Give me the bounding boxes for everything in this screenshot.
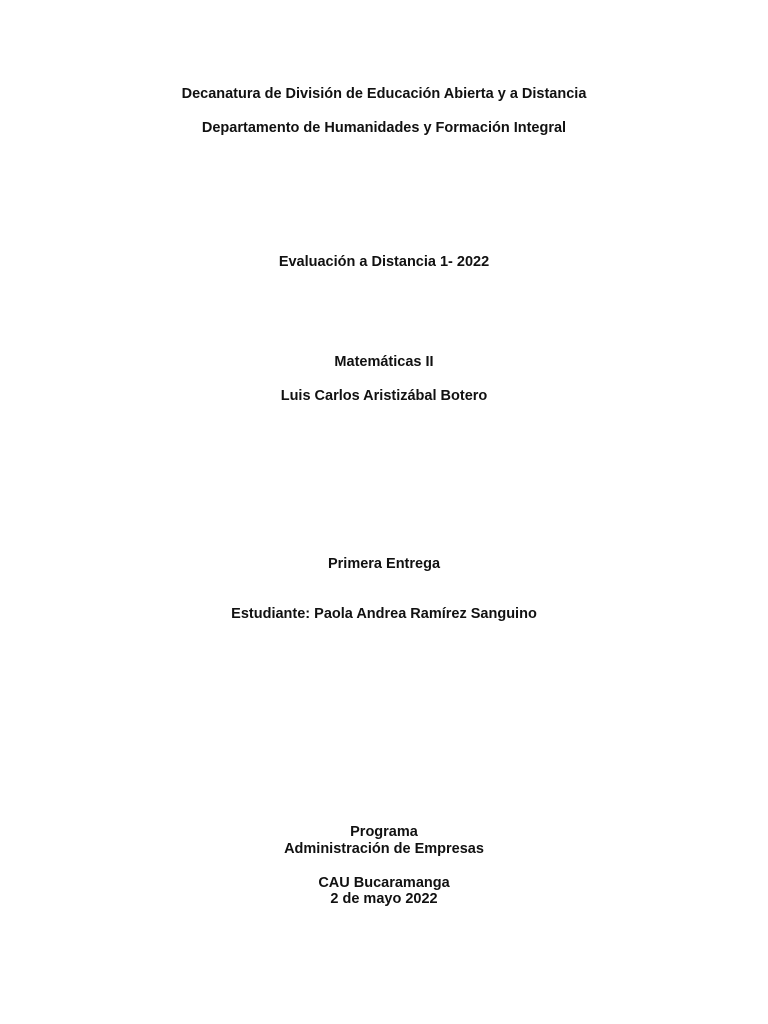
delivery-label: Primera Entrega: [327, 556, 441, 572]
document-date: 2 de mayo 2022: [330, 891, 438, 907]
professor-name: Luis Carlos Aristizábal Botero: [280, 388, 488, 404]
department-heading: Departamento de Humanidades y Formación Integral: [201, 120, 567, 136]
evaluation-title: Evaluación a Distancia 1- 2022: [278, 254, 490, 270]
program-name: Administración de Empresas: [284, 841, 484, 857]
course-name: Matemáticas II: [334, 354, 434, 370]
program-label: Programa: [350, 824, 418, 840]
center-name: CAU Bucaramanga: [318, 875, 450, 891]
student-name: Estudiante: Paola Andrea Ramírez Sanguino: [231, 606, 537, 622]
faculty-heading: Decanatura de División de Educación Abierta y a Distancia: [181, 86, 587, 102]
